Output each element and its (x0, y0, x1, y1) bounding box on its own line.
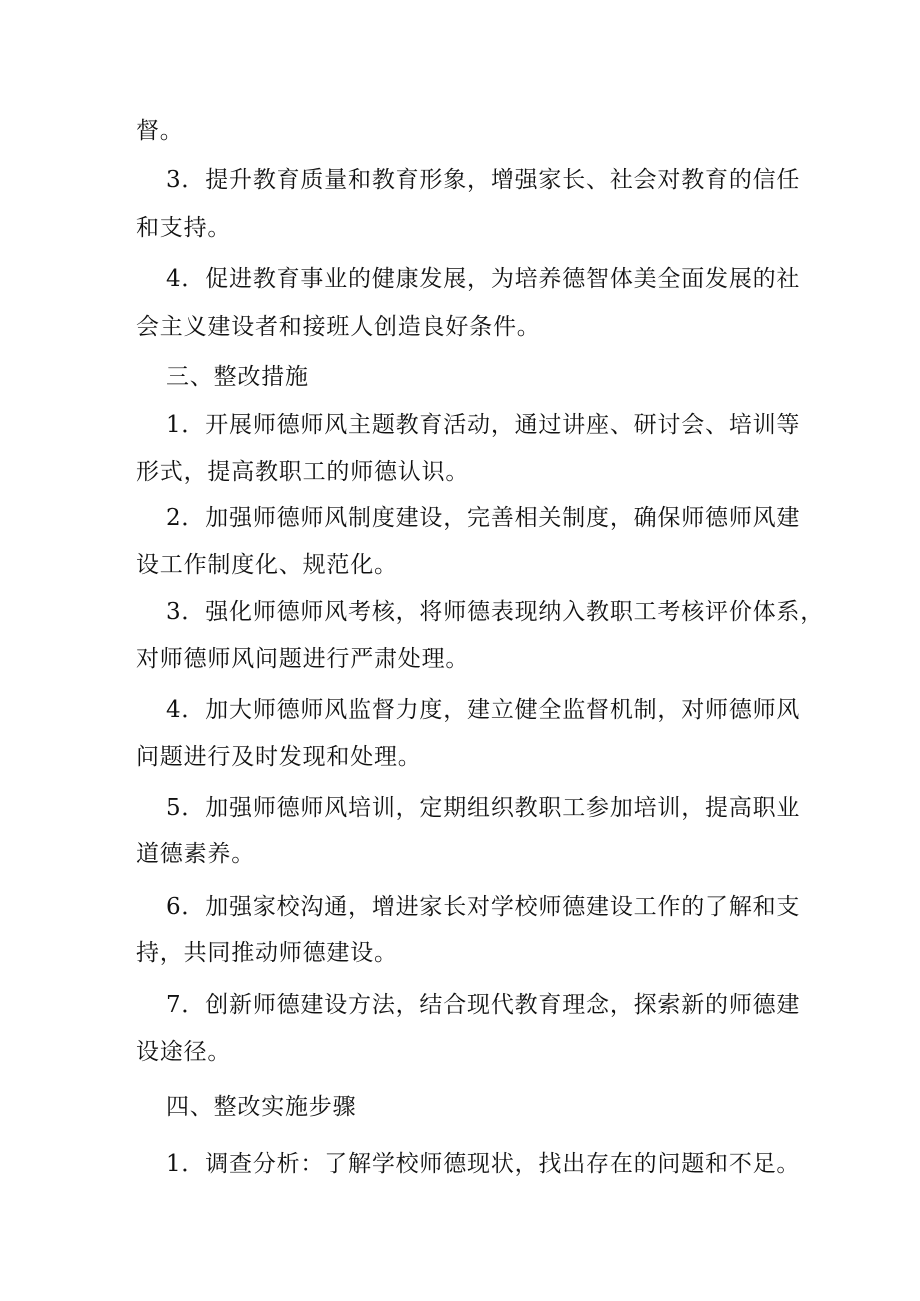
goal-3-line-2: 和支持。 (136, 215, 232, 241)
measure-3-line-2: 对师德师风问题进行严肃处理。 (136, 646, 470, 672)
measure-5-line-1: 5．加强师德师风培训，定期组织教职工参加培训，提高职业 (166, 795, 801, 821)
goal-3-line-1: 3．提升教育质量和教育形象，增强家长、社会对教育的信任 (166, 167, 801, 193)
measure-4-line-1: 4．加大师德师风监督力度，建立健全监督机制，对师德师风 (166, 697, 801, 723)
step-1-line-1: 1．调查分析：了解学校师德现状，找出存在的问题和不足。 (166, 1151, 801, 1177)
measure-1-line-2: 形式，提高教职工的师德认识。 (136, 459, 470, 485)
measure-7-line-2: 设途径。 (136, 1039, 232, 1065)
measure-2-line-1: 2．加强师德师风制度建设，完善相关制度，确保师德师风建 (166, 505, 801, 531)
goal-4-line-2: 会主义建设者和接班人创造良好条件。 (136, 314, 541, 340)
section-4-heading: 四、整改实施步骤 (166, 1094, 357, 1120)
measure-6-line-1: 6．加强家校沟通，增进家长对学校师德建设工作的了解和支 (166, 894, 801, 920)
intro-tail-text: 督。 (136, 118, 184, 144)
section-3-heading: 三、整改措施 (166, 364, 309, 390)
goal-4-line-1: 4．促进教育事业的健康发展，为培养德智体美全面发展的社 (166, 266, 801, 292)
measure-7-line-1: 7．创新师德建设方法，结合现代教育理念，探索新的师德建 (166, 992, 801, 1018)
measure-6-line-2: 持，共同推动师德建设。 (136, 940, 398, 966)
measure-2-line-2: 设工作制度化、规范化。 (136, 552, 398, 578)
measure-5-line-2: 道德素养。 (136, 841, 255, 867)
measure-1-line-1: 1．开展师德师风主题教育活动，通过讲座、研讨会、培训等 (166, 412, 801, 438)
measure-4-line-2: 问题进行及时发现和处理。 (136, 744, 422, 770)
measure-3-line-1: 3．强化师德师风考核，将师德表现纳入教职工考核评价体系， (166, 599, 825, 625)
